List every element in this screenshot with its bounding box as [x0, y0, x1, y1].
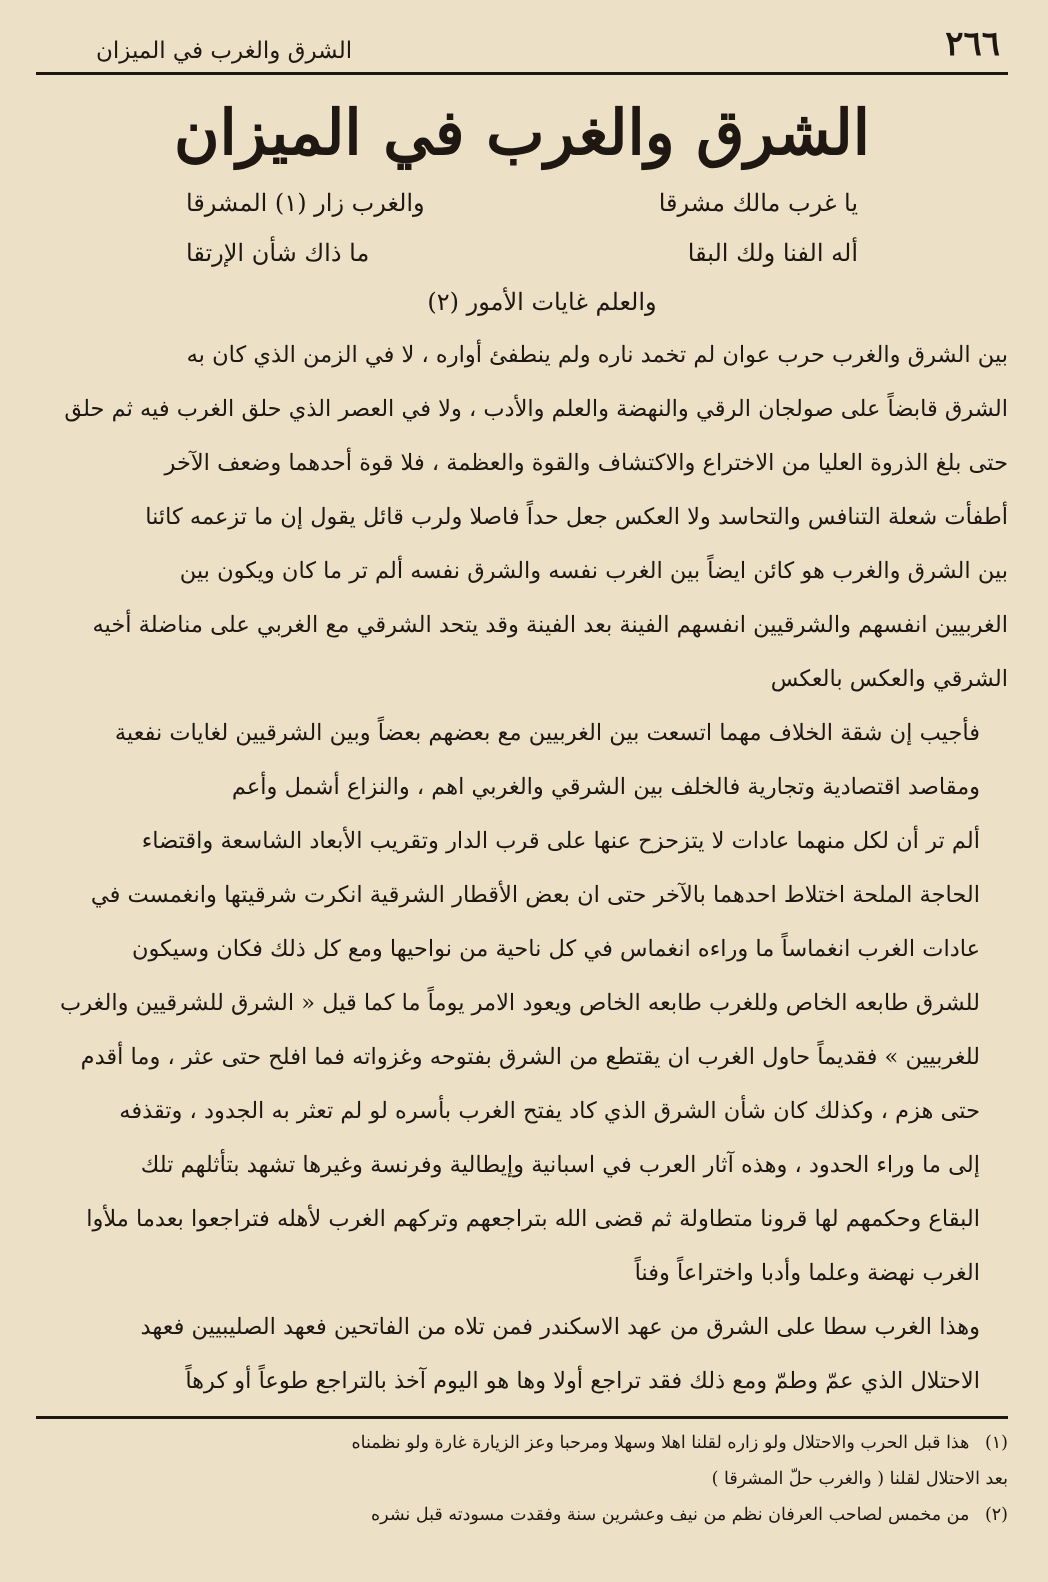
page-number: ٢٦٦ [945, 24, 1000, 64]
paragraph-1 [36, 328, 1008, 706]
header-rule [36, 72, 1008, 75]
paragraph-2 [36, 706, 1008, 814]
text-line: وهذا الغرب سطا على الشرق من عهد الاسكندر فمن تلاه من الفاتحين فعهد الصليبيين فعهد [140, 1314, 980, 1341]
text-line: الاحتلال الذي عمّ وطمّ ومع ذلك فقد تراجع أولا وها هو اليوم آخذ بالتراجع طوعاً أو كرهاً [185, 1368, 980, 1395]
text-line: البقاع وحكمهم لها قرونا متطاولة ثم قضى الله بتراجعهم وتركهم الغرب لأهله فتراجعوا بعدما ملأوا [86, 1206, 980, 1233]
verse-hemistich: يا غرب مالك مشرقا [658, 189, 858, 218]
text-line: الشرقي والعكس بالعكس [770, 666, 1008, 693]
text-line: حتى هزم ، وكذلك كان شأن الشرق الذي كاد يفتح الغرب بأسره لو لم تعثر به الجدود ، وتقذفه [119, 1098, 980, 1125]
footnote-1-cont [36, 1461, 1008, 1497]
running-title: الشرق والغرب في الميزان [96, 38, 353, 64]
footnote-marker: (١) [984, 1433, 1008, 1454]
text-line: للشرق طابعه الخاص وللغرب طابعه الخاص ويعود الامر يوماً ما كما قيل « الشرق للشرقيين والغرب [60, 990, 980, 1017]
text-line: بين الشرق والغرب هو كائن ايضاً بين الغرب نفسه والشرق نفسه ألم تر ما كان ويكون بين [179, 558, 1008, 585]
text-line: فأجيب إن شقة الخلاف مهما اتسعت بين الغربيين مع بعضهم بعضاً وبين الشرقيين لغايات نفعية [114, 720, 980, 747]
text-line: ألم تر أن لكل منهما عادات لا يتزحزح عنها على قرب الدار وتقريب الأبعاد الشاسعة واقتضاء [141, 828, 980, 855]
footnotes [36, 1425, 1008, 1533]
text-line: بين الشرق والغرب حرب عوان لم تخمد ناره ولم ينطفئ أواره ، لا في الزمن الذي كان به [186, 342, 1008, 369]
text-line: إلى ما وراء الحدود ، وهذه آثار العرب في اسبانية وإيطالية وفرنسة وغيرها تشهد بتأثلهم تلك [140, 1152, 980, 1179]
text-line: الغرب نهضة وعلما وأدبا واختراعاً وفناً [634, 1260, 980, 1287]
text-line: الشرق قابضاً على صولجان الرقي والنهضة والعلم والأدب ، ولا في العصر الذي حلق الغرب فيه ثم حلق [64, 396, 1008, 423]
text-line: حتى بلغ الذروة العليا من الاختراع والاكتشاف والقوة والعظمة ، فلا قوة أحدهما وضعف الآخر [164, 450, 1008, 477]
footnote-2 [36, 1497, 1008, 1533]
text-line: ومقاصد اقتصادية وتجارية فالخلف بين الشرقي والغربي اهم ، والنزاع أشمل وأعم [231, 774, 980, 801]
text-line: عادات الغرب انغماساً ما وراءه انغماس في كل ناحية من نواحيها ومع كل ذلك فكان وسيكون [132, 936, 980, 963]
verse-hemistich: ما ذاك شأن الإرتقا [186, 239, 370, 268]
article-body [36, 328, 1008, 1408]
paragraph-4 [36, 1300, 1008, 1408]
footnote-rule [36, 1416, 1008, 1419]
footnote-text: بعد الاحتلال لقلنا ( والغرب حلّ المشرقا ) [711, 1469, 1008, 1490]
text-line: أطفأت شعلة التنافس والتحاسد ولا العكس جعل حداً فاصلا ولرب قائل يقول إن ما تزعمه كائنا [145, 504, 1008, 531]
footnote-1 [36, 1425, 1008, 1461]
verse-line-2 [36, 228, 1008, 278]
paragraph-3 [36, 814, 1008, 1300]
footnote-text: هذا قبل الحرب والاحتلال ولو زاره لقلنا اهلا وسهلا ومرحبا وعز الزيارة غارة ولو نظمناه [351, 1433, 970, 1454]
verse-hemistich: أله الفنا ولك البقا [687, 239, 858, 268]
poem-verses [36, 178, 1008, 326]
text-line: الحاجة الملحة اختلاط احدهما بالآخر حتى ان بعض الأقطار الشرقية انكرت شرقيتها وانغمست في [90, 882, 980, 909]
footnote-text: من مخمس لصاحب العرفان نظم من نيف وعشرين سنة وفقدت مسودته قبل نشره [371, 1505, 970, 1526]
text-line: الغربيين انفسهم والشرقيين انفسهم الفينة بعد الفينة وقد يتحد الشرقي مع الغربي على مناضلة أخيه [92, 612, 1008, 639]
verse-line-3: والعلم غايات الأمور (٢) [427, 288, 657, 317]
footnote-marker: (٢) [984, 1505, 1008, 1526]
text-line: للغربيين » فقديماً حاول الغرب ان يقتطع من الشرق بفتوحه وغزواته فما افلح حتى عثر ، وما أقدم [80, 1044, 980, 1071]
running-header [36, 18, 1008, 64]
article-title: الشرق والغرب في الميزان [174, 96, 870, 169]
verse-hemistich: والغرب زار (١) المشرقا [186, 189, 425, 218]
verse-line-1 [36, 178, 1008, 228]
